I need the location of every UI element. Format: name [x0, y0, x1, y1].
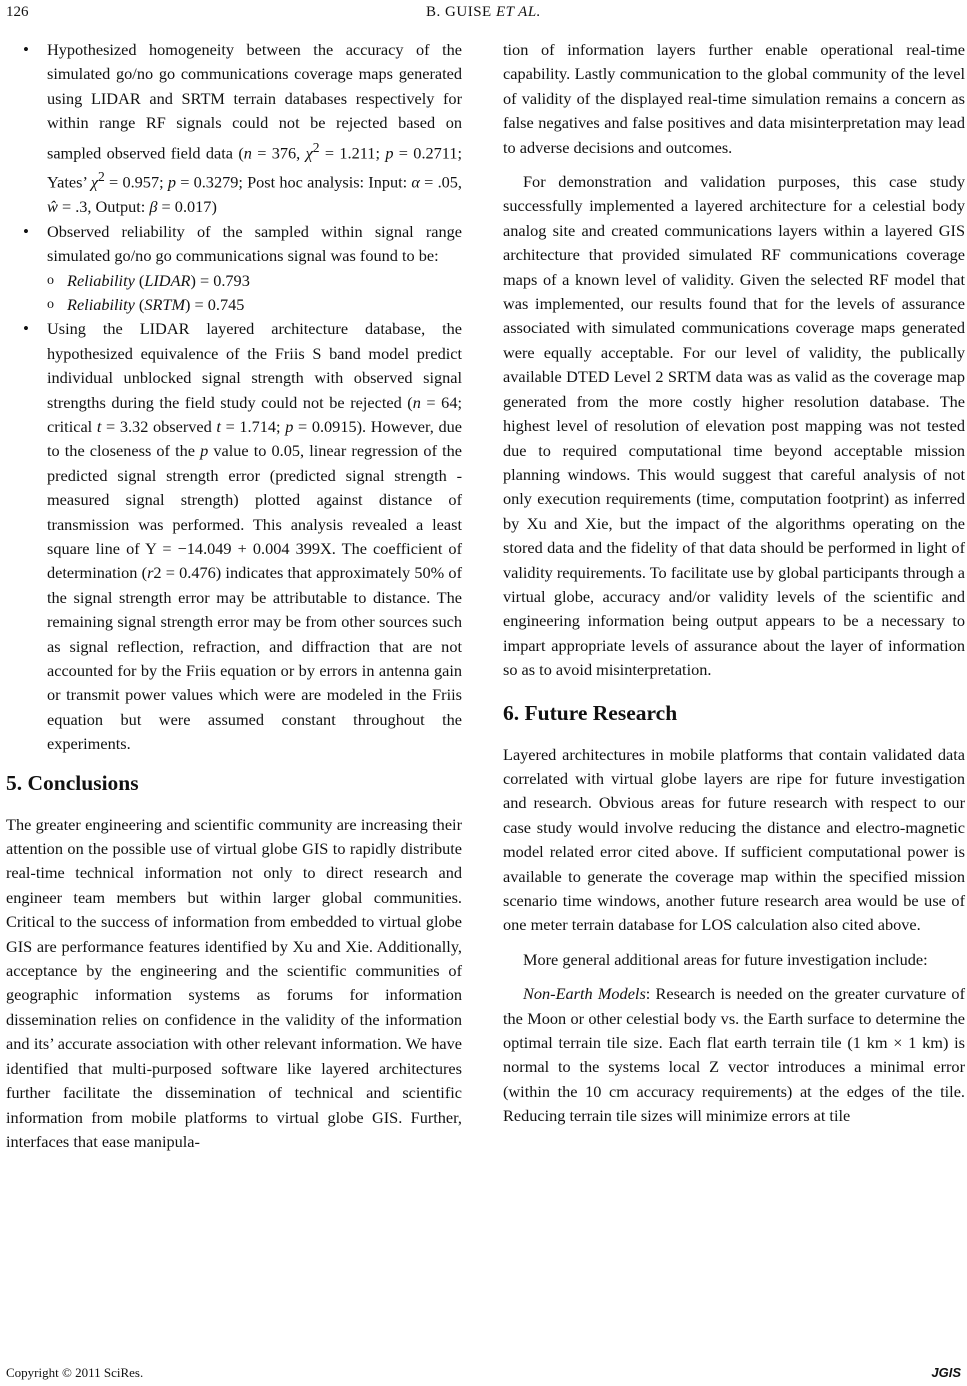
math-n: n — [243, 143, 252, 163]
page-footer — [0, 1364, 967, 1386]
non-earth-models-label: Non-Earth Models — [523, 984, 646, 1004]
math-p: p — [285, 416, 294, 436]
math-t: t — [216, 416, 221, 436]
math-value: = 376, — [251, 143, 306, 163]
math-value: = .05, — [419, 172, 462, 192]
math-p: p — [167, 172, 176, 192]
math-beta: β — [149, 197, 158, 217]
left-column — [6, 38, 462, 1154]
database-name: SRTM — [144, 294, 186, 314]
bullet-homogeneity — [6, 38, 462, 220]
math-chi: χ — [305, 143, 313, 163]
paragraph-demonstration: For demonstration and validation purposes, this case study successfully implemented a layered architecture for a celestial body analog site and created communications layers within a layered GIS architecture that provided simulated RF communications coverage maps of a known level of validity. Given the selected RF model that was implemented, our results found that for the levels of assurance associated with simulated communications coverage maps generated were equally acceptable. For our level of validity, the publically available DTED Level 2 SRTM data was as valid as the coverage map generated from the more costly higher resolution database. The highest level of resolution of elevation post mapping was not tested due to required computational time beyond acceptable mission planning windows. This would suggest that careful analysis of not only execution requirements (time, computation footprint) as inferred by Xu and Xie, but the impact of the algorithms operating on the stored data and the fidelity of that data should be performed in light of validity requirements. To facilitate use by global participants through a virtual globe, accuracy and/or validity levels of the scientific and engineering information being output appears to be a necessary to impart appropriate levels of assurance about the layer of information so as to avoid misinterpretation. — [503, 172, 965, 680]
math-value: = 1.714; — [220, 416, 286, 436]
math-t: t — [96, 416, 102, 436]
paren: ( — [134, 270, 145, 290]
copyright-notice: Copyright © 2011 SciRes. — [6, 1365, 144, 1380]
math-sup: 2 — [98, 169, 105, 185]
bullet-text: 2 = 0.476) indicates that approximately 50% of the signal strength error may be attributable to distance. The remaining signal strength error may be from other sources such as signal reflection, refraction, and diffraction that are not accounted for by the Friis equation or by errors in antenna gain or transmit power values which were are modeled in the Friis equation but were assumed constant throughout the experiments. — [47, 563, 462, 754]
math-n: n — [412, 392, 421, 412]
math-alpha: α — [411, 172, 420, 192]
bullet-text: Hypothesized homogeneity between the accuracy of the simulated go/no go communications coverage maps generated using LIDAR and SRTM terrain databases respectively for within range RF signals could not be rejected based on sampled observed field data ( — [47, 40, 462, 163]
bullet-text: value to 0.05, linear regression of the predicted signal strength error (predicted signal strength - measured signal strength) plotted against distance of transmission was performed. This analysis revealed a least square line of Y = −14.049 + 0.004 399X. The coefficient of determination ( — [47, 441, 463, 583]
reliability-value: ) = 0.793 — [190, 270, 250, 290]
right-column — [503, 38, 965, 1129]
math-value: = 0.3279; Post hoc analysis: Input: — [175, 172, 412, 192]
paren: ( — [134, 294, 145, 314]
page-header — [0, 0, 967, 30]
section-heading-conclusions: 5. Conclusions — [6, 770, 139, 795]
math-value: = 0.957; — [104, 172, 168, 192]
non-earth-models-text: : Research is needed on the greater curvature of the Moon or other celestial body vs. the Earth surface to determine the optimal terrain tile size. Each flat earth terrain tile (1 km × 1 km) is normal to the systems local Z vector introduces a minimal error (within the 10 cm accuracy requirements) at the edges of the tile. Reducing terrain tile sizes will minimize errors at tile — [503, 984, 965, 1126]
bullet-reliability — [6, 220, 462, 318]
math-value: = .3, Output: — [57, 197, 150, 217]
section-heading-future-research: 6. Future Research — [503, 700, 678, 725]
math-chi: χ — [90, 172, 99, 192]
math-value: = 0.0915). However, due to the closeness of the — [47, 416, 462, 461]
paragraph-layered-architectures: Layered architectures in mobile platforms that contain validated data correlated with virtual globe layers are ripe for future investigation and research. Obvious areas for future research with respect to our case study would involve reducing the distance and electro-magnetic model related error cited above. If sufficient computational power is available to generate the coverage map within the specified mission scenario time windows, another future research area would be use of one meter terrain database for LOS calculation also cited above. — [503, 744, 965, 935]
math-w-hat: ŵ — [47, 197, 58, 217]
math-value: = 64; critical — [47, 392, 462, 436]
journal-abbreviation: JGIS — [931, 1365, 961, 1380]
math-value: = 0.2711; Yates’ — [47, 143, 463, 192]
bullet-text: Observed reliability of the sampled within signal range simulated go/no go communications signal was found to be: — [47, 221, 462, 266]
running-head-etal: ET AL. — [495, 4, 541, 20]
bullet-text: Using the LIDAR layered architecture database, the hypothesized equivalence of the Friis S band model predict individual unblocked signal strength with observed signal strengths during the field study could not be rejected ( — [47, 319, 462, 412]
running-head-authors: B. GUISE — [426, 4, 492, 20]
reliability-label: Reliability — [67, 270, 135, 290]
math-p: p — [385, 143, 394, 163]
database-name: LIDAR — [144, 270, 191, 290]
paragraph-non-earth-models — [503, 982, 965, 1128]
page-number: 126 — [6, 4, 29, 20]
math-r: r — [147, 563, 154, 583]
bullet-friis-model — [6, 317, 462, 756]
reliability-sub-list — [47, 269, 462, 318]
running-head — [0, 4, 967, 21]
sub-item-lidar — [47, 269, 462, 293]
math-value: = 0.017) — [157, 197, 217, 217]
math-value: = 1.211; — [319, 143, 386, 163]
conclusions-paragraph: The greater engineering and scientific community are increasing their attention on the possible use of virtual globe GIS to rapidly distribute real-time technical information not only to direct research and engineer team members but within larger global communities. Critical to the success of information from embedded to virtual globe GIS are performance features identified by Xu and Xie. Additionally, acceptance by the engineering and the scientific communities of geographic information systems as forums for information dissemination relies on confidence in the validity of the information and its’ accurate association with other relevant information. We have identified that multi-purposed software like layered architectures further facilitate the dissemination of technical and scientific information from mobile platforms to virtual globe GIS. Further, interfaces that ease manipula- — [6, 814, 462, 1151]
paragraph-continued: tion of information layers further enable operational real-time capability. Lastly communication to the global community of the level of validity of the displayed real-time simulation remains a concern as false negatives and false positives and data misinterpretation may lead to adverse decisions and outcomes. — [503, 40, 965, 157]
math-p: p — [200, 441, 209, 461]
results-bullet-list — [6, 38, 462, 757]
math-sup: 2 — [312, 139, 320, 155]
paragraph-general-areas: More general additional areas for future investigation include: — [523, 949, 928, 969]
math-value: = 3.32 observed — [101, 416, 217, 436]
reliability-value: ) = 0.745 — [185, 294, 245, 314]
reliability-label: Reliability — [67, 294, 135, 314]
sub-item-srtm — [47, 293, 462, 317]
